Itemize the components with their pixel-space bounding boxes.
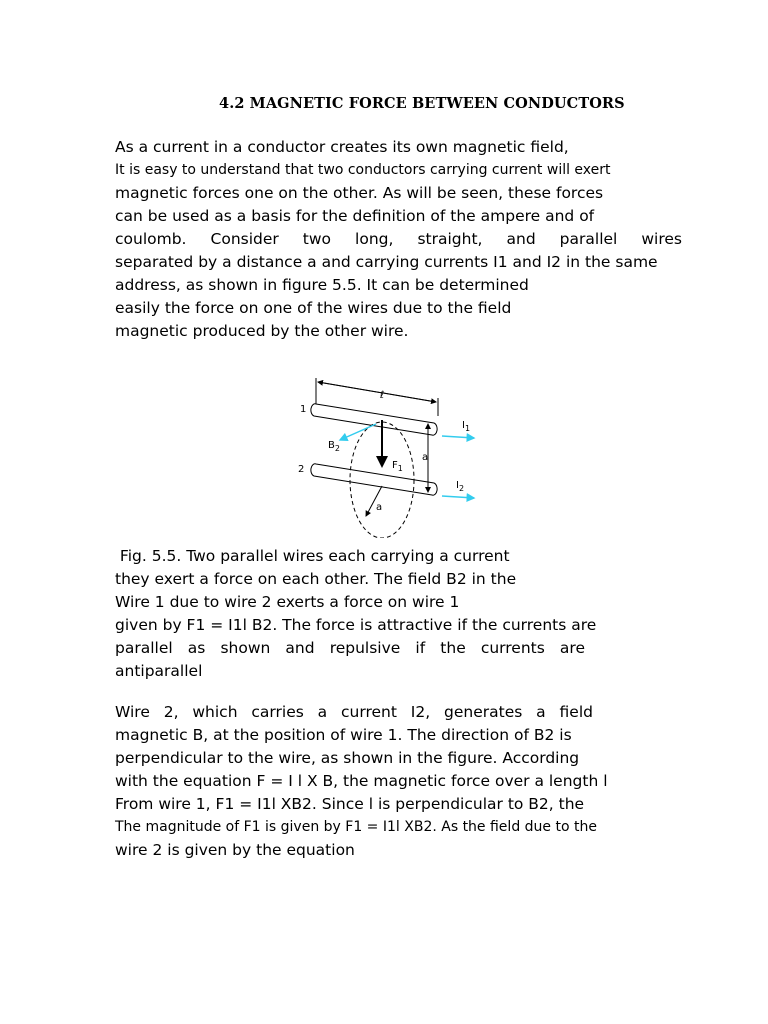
parallel-wires-diagram (290, 368, 480, 538)
current-1-label: $I_1$ (462, 420, 471, 433)
text-line: parallel as shown and repulsive if the currents are (115, 639, 585, 657)
text-line: coulomb. Consider two long, straight, and parallel wires (115, 230, 682, 248)
radius-label: a (376, 502, 383, 513)
current-arrow-2 (442, 496, 474, 498)
text-line: antiparallel (115, 662, 203, 680)
text-line: magnetic forces one on the other. As will be seen, these forces (115, 184, 604, 202)
figure-caption (115, 545, 682, 683)
f1-label: $F_1$ (392, 460, 403, 473)
text-line: can be used as a basis for the definition of the ampere and of (115, 207, 595, 225)
text-line: magnetic produced by the other wire. (115, 322, 409, 340)
text-line: easily the force on one of the wires due to the field (115, 299, 512, 317)
text-line: they exert a force on each other. The field B2 in the (115, 570, 517, 588)
separation-label: a (422, 452, 429, 463)
text-line: perpendicular to the wire, as shown in the figure. According (115, 749, 580, 767)
wire-1 (311, 404, 437, 435)
b2-label: $B_2$ (328, 440, 340, 453)
current-2-label: $I_2$ (456, 480, 465, 493)
text-line: The magnitude of F1 is given by F1 = I1l XB2. As the field due to the (115, 819, 597, 835)
length-label: ℓ (380, 390, 385, 401)
current-arrow-1 (442, 436, 474, 438)
text-line: It is easy to understand that two conductors carrying current will exert (115, 162, 611, 178)
text-line: magnetic B, at the position of wire 1. The direction of B2 is (115, 726, 572, 744)
wire-2-label: 2 (298, 464, 305, 475)
figure-parallel-wires (290, 368, 480, 538)
paragraph-field (115, 701, 682, 862)
section-heading: 4.2 MAGNETIC FORCE BETWEEN CONDUCTORS (219, 95, 625, 112)
text-line: separated by a distance a and carrying currents I1 and I2 in the same (115, 253, 658, 271)
paragraph-intro (115, 136, 682, 343)
wire-2 (311, 464, 437, 495)
wire-1-label: 1 (300, 404, 307, 415)
text-line: As a current in a conductor creates its own magnetic field, (115, 138, 569, 156)
field-b2-arrow (340, 424, 376, 440)
text-line: Wire 2, which carries a current I2, generates a field (115, 703, 593, 721)
text-line: with the equation F = I l X B, the magnetic force over a length l (115, 772, 608, 790)
text-line: given by F1 = I1l B2. The force is attractive if the currents are (115, 616, 597, 634)
text-line: From wire 1, F1 = I1l XB2. Since l is perpendicular to B2, the (115, 795, 585, 813)
text-line: Wire 1 due to wire 2 exerts a force on wire 1 (115, 593, 460, 611)
text-line: address, as shown in figure 5.5. It can be determined (115, 276, 529, 294)
text-line: Fig. 5.5. Two parallel wires each carrying a current (115, 547, 510, 565)
text-line: wire 2 is given by the equation (115, 841, 355, 859)
